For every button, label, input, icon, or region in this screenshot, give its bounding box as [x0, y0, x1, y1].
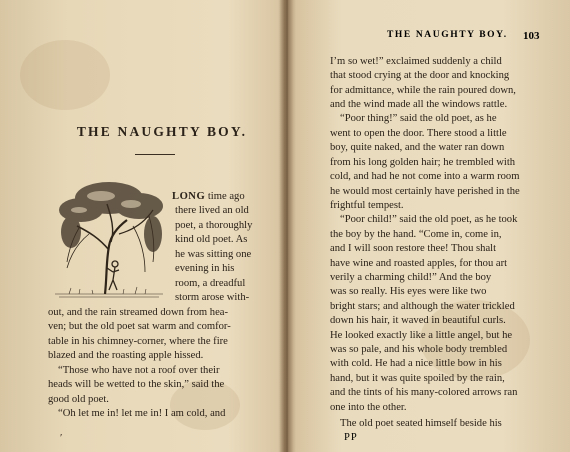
body-line: boy, quite naked, and the water ran down — [330, 142, 505, 153]
drop-word: LONG — [172, 191, 206, 202]
body-line: bright stars; and although the water trickled — [330, 301, 515, 312]
body-line: with cold. He had a nice little bow in his — [330, 358, 502, 369]
body-line: heads will be wetted to the skin,” said the — [48, 379, 225, 390]
body-line: from his long golden hair; he trembled with — [330, 157, 516, 168]
signature-mark: PP — [344, 432, 358, 443]
body-line: there lived an old — [175, 205, 249, 216]
body-line: table in his chimney-corner, where the fire — [48, 336, 228, 347]
body-line: “Oh let me in! let me in! I am cold, and — [58, 408, 226, 419]
body-line: and the tints of his many-colored arrows ran — [330, 387, 518, 398]
body-line: he would most certainly have perished in the — [330, 186, 520, 197]
body-line: and I will soon restore thee! Thou shalt — [330, 243, 497, 254]
body-line: storm arose with- — [175, 292, 250, 303]
body-line: hand, but it was quite spoiled by the rain, — [330, 373, 505, 384]
body-line: went to open the door. There stood a little — [330, 128, 507, 139]
body-line: down his hair, it waved in beautiful curls. — [330, 315, 506, 326]
body-line: frightful tempest. — [330, 200, 404, 211]
page-number: 103 — [523, 30, 540, 42]
body-line: The old poet seated himself beside his — [340, 418, 502, 429]
chapter-title: THE NAUGHTY BOY. — [76, 124, 248, 139]
body-line: kind old poet. As — [175, 234, 248, 245]
body-line: poet, a thoroughly — [175, 220, 253, 231]
body-line: cold, and had he not come into a warm room — [330, 171, 520, 182]
title-rule — [135, 154, 175, 155]
body-line: “Those who have not a roof over their — [58, 365, 220, 376]
body-line: was so really. His eyes were like two — [330, 286, 487, 297]
body-line: He looked exactly like a little angel, but he — [330, 330, 513, 341]
body-line: “Poor child!” said the old poet, as he took — [340, 214, 518, 225]
body-line: for admittance, while the rain poured down, — [330, 85, 516, 96]
body-line: “Poor thing!” said the old poet, as he — [340, 113, 497, 124]
body-line: and the wind made all the windows rattle. — [330, 99, 508, 110]
body-line: good old poet. — [48, 394, 109, 405]
body-line: he was sitting one — [175, 249, 252, 260]
body-line: have wine and roasted apples, for thou art — [330, 258, 508, 269]
body-line: one into the other. — [330, 402, 407, 413]
running-head: THE NAUGHTY BOY. — [387, 30, 508, 40]
body-line: evening in his — [175, 263, 235, 274]
body-line: LONG time ago — [172, 191, 245, 202]
body-line: ven; but the old poet sat warm and comfor- — [48, 321, 231, 332]
body-line: the boy by the hand. “Come in, come in, — [330, 229, 502, 240]
body-line: verily a charming child!” And the boy — [330, 272, 492, 283]
body-line: out, and the rain streamed down from hea- — [48, 307, 229, 318]
body-line: room, a dreadful — [175, 278, 246, 289]
body-line: blazed and the roasting apple hissed. — [48, 350, 204, 361]
tree-illustration — [49, 176, 169, 300]
body-line: that stood crying at the door and knocking — [330, 70, 510, 81]
footer-mark: ′ — [60, 432, 63, 444]
body-line: I’m so wet!” exclaimed suddenly a child — [330, 56, 502, 67]
body-line: was so pale, and his whole body trembled — [330, 344, 508, 355]
